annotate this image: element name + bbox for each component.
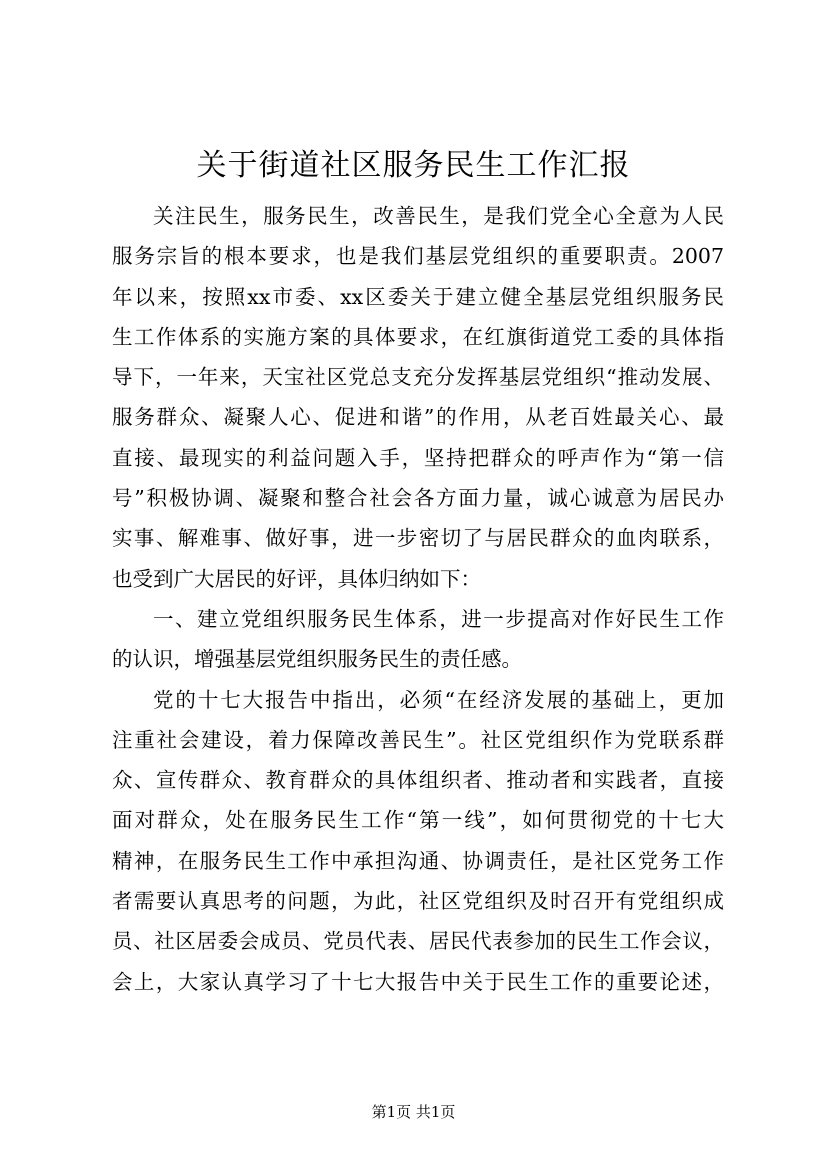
body-line: 服务宗旨的根本要求，也是我们基层党组织的重要职责。2007 — [112, 244, 724, 269]
page-footer: 第1页 共1页 — [371, 1103, 456, 1121]
body-line: 导下，一年来，天宝社区党总支充分发挥基层党组织“推动发展、 — [112, 365, 724, 390]
body-line: 面对群众，处在服务民生工作“第一线”，如何贯彻党的十七大 — [112, 808, 724, 833]
body-line: 众、宣传群众、教育群众的具体组织者、推动者和实践者，直接 — [112, 768, 724, 793]
document-title: 关于街道社区服务民生工作汇报 — [196, 148, 631, 183]
body-line: 党的十七大报告中指出，必须“在经济发展的基础上，更加 — [153, 687, 724, 712]
body-line: 者需要认真思考的问题，为此，社区党组织及时召开有党组织成 — [112, 889, 724, 914]
section-heading-line: 一、建立党组织服务民生体系，进一步提高对作好民生工作 — [153, 606, 724, 631]
body-line: 生工作体系的实施方案的具体要求，在红旗街道党工委的具体指 — [112, 324, 724, 349]
body-line: 会上，大家认真学习了十七大报告中关于民生工作的重要论述， — [112, 969, 724, 994]
document-body — [112, 196, 724, 1002]
section-heading-line: 的认识，增强基层党组织服务民生的责任感。 — [112, 647, 522, 672]
body-line: 注重社会建设，着力保障改善民生”。社区党组织作为党联系群 — [112, 727, 724, 752]
body-line: 关注民生，服务民生，改善民生，是我们党全心全意为人民 — [153, 204, 724, 228]
body-line: 员、社区居委会成员、党员代表、居民代表参加的民生工作会议， — [112, 929, 724, 954]
body-line: 服务群众、凝聚人心、促进和谐”的作用，从老百姓最关心、最 — [112, 405, 724, 430]
body-line: 精神，在服务民生工作中承担沟通、协调责任，是社区党务工作 — [112, 848, 724, 873]
body-line: 实事、解难事、做好事，进一步密切了与居民群众的血肉联系， — [112, 526, 724, 551]
body-line: 也受到广大居民的好评，具体归纳如下： — [112, 566, 481, 591]
body-line: 年以来，按照xx市委、xx区委关于建立健全基层党组织服务民 — [112, 284, 724, 309]
body-line: 直接、最现实的利益问题入手，坚持把群众的呼声作为“第一信 — [112, 445, 724, 470]
body-line: 号”积极协调、凝聚和整合社会各方面力量，诚心诚意为居民办 — [112, 486, 724, 511]
